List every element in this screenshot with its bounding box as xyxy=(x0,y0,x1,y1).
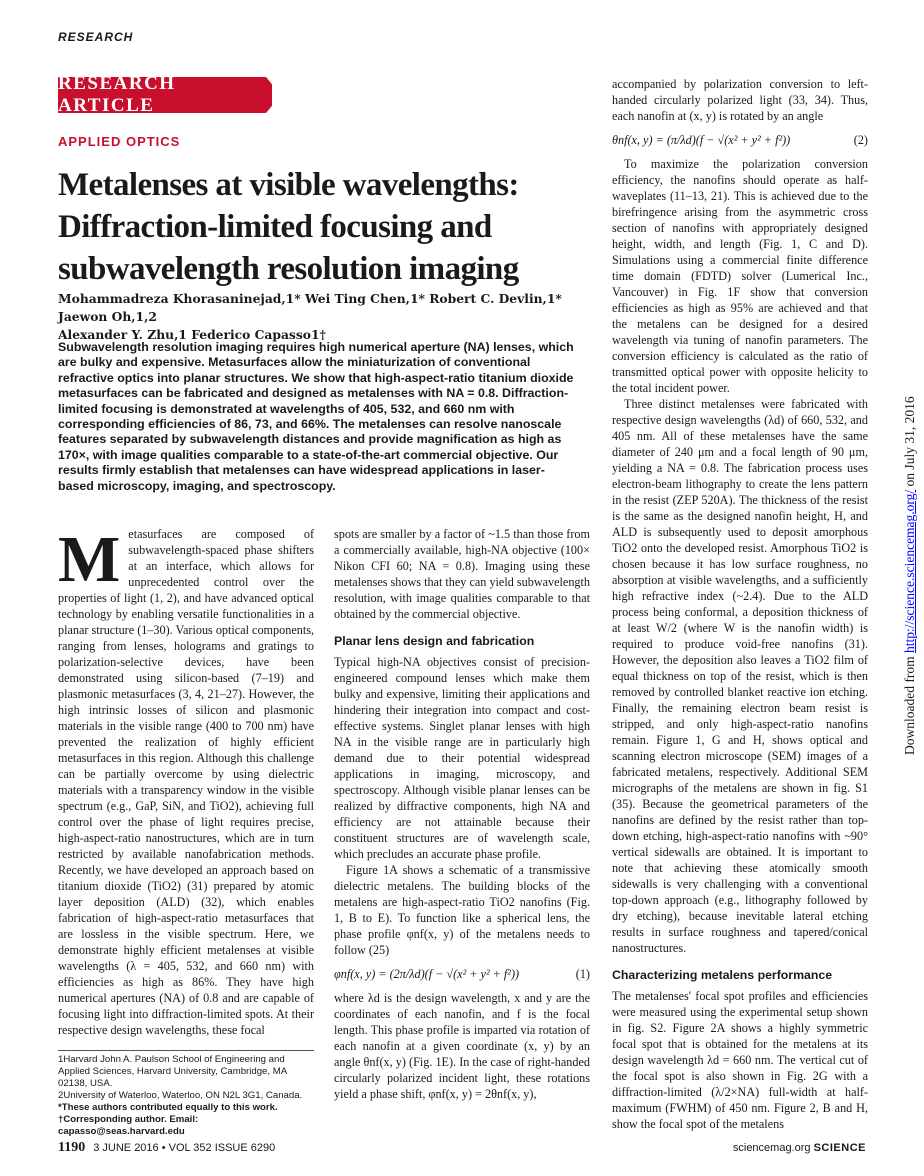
download-link[interactable]: http://science.sciencemag.org/ xyxy=(902,489,917,654)
page-footer-right xyxy=(733,1142,866,1154)
equation-1 xyxy=(334,966,590,982)
article-title: Metalenses at visible wavelengths: Diffraction-limited focusing and subwavelength resolution imaging xyxy=(58,167,519,287)
equation-2-number: (2) xyxy=(853,133,868,147)
subject-kicker: APPLIED OPTICS xyxy=(58,134,181,149)
paragraph: To maximize the polarization conversion efficiency, the nanofins should operate as half-waveplates (11–13, 21). This is achieved due to the birefringence arising from the asymmetric cross section of nanofins with appropriately designed height, width, and length (Fig. 1, C and D). Simulations using a commercial finite difference time domain (FDTD) solver (Lumerical Inc., Vancouver) in Fig. 1F show that conversion efficiencies as high as 95% are achieved and that the metalens can be designed for a desired wavelength via tuning of nanofin parameters. The conversion efficiency is calculated as the ratio of transmitted optical power with opposite helicity to the total incident power. xyxy=(612,157,868,395)
issue-info: 3 JUNE 2016 • VOL 352 ISSUE 6290 xyxy=(93,1142,276,1154)
correspondence-note: *These authors contributed equally to this work. †Corresponding author. Email: capasso@seas.harvard.edu xyxy=(58,1102,278,1137)
download-watermark xyxy=(902,355,918,755)
section-label: RESEARCH xyxy=(58,30,134,44)
equation-2-body: θnf(x, y) = (π/λd)(f − √(x² + y² + f²)) xyxy=(612,133,791,147)
paragraph: accompanied by polarization conversion to left-handed circularly polarized light (33, 34). Thus, each nanofin at (x, y) is rotated by an angle xyxy=(612,77,868,123)
paragraph: Three distinct metalenses were fabricated with respective design wavelengths (λd) of 660, 532, and 405 nm. All of these metalenses have the same diameter of 240 μm and a focal length of 90 μm, yielding a NA = 0.8. The fabrication process uses electron-beam lithography to create the lens pattern in the resist (ZEP 520A). The thickness of the resist is the same as the designed nanofin height, H, and ALD is subsequently used to deposit amorphous TiO2 onto the developed resist. Amorphous TiO2 is chosen because it has low surface roughness, no absorption at visible wavelengths, and a sufficiently high refractive index (~2.4). Due to the ALD process being conformal, a deposition thickness of at least W/2 (where W is the nanofin width) is required to produce void-free nanofins (31). However, the deposition also leaves a TiO2 film of equal thickness on top of the resist, which is then removed by controlled blanket reactive ion etching. Finally, the remaining electron beam resist is stripped, and only high-aspect-ratio nanofins remain. Figure 1, G and H, shows optical and scanning electron microscope (SEM) images of a fabricated metalens, respectively. Additional SEM micrographs of the metalens are shown in fig. S1 (35). Because the geometrical parameters of the nanofins are defined by the resist rather than top-down etching, high-aspect-ratio nanofins with ~90° vertical sidewalls are obtained. It is important to note that achieving these atomically smooth sidewalls is very challenging with a conventional top-down approach (e.g., lithography followed by dry etching), because inevitable lateral etching results in surface roughness and tapered/conical nanostructures. xyxy=(612,397,868,955)
section-heading-performance: Characterizing metalens performance xyxy=(612,968,833,982)
drop-cap: M xyxy=(58,523,121,596)
paragraph: Figure 1A shows a schematic of a transmissive dielectric metalens. The building blocks of the metalens are high-aspect-ratio TiO2 nanofins (Fig. 1, B to E). To function like a spherical lens, the phase profile φnf(x, y) of the metalens needs to follow (25) xyxy=(334,863,590,957)
authors-line-2: Alexander Y. Zhu,1 Federico Capasso1† xyxy=(58,327,326,342)
journal-name: SCIENCE xyxy=(813,1142,866,1154)
paragraph: The metalenses' focal spot profiles and efficiencies were measured using the experimental setup shown in fig. S2. Figure 2A shows a highly symmetric focal spot that is obtained for the metalens at its design wavelength λd = 660 nm. The vertical cut of the focal spot is also shown in Fig. 2G with a diffraction-limited (λ/2×NA) full-width at half-maximum (FWHM) of 450 nm. Figure 2, B and H, show the focal spot of the metalens xyxy=(612,989,868,1131)
site-name: sciencemag.org xyxy=(732,1142,811,1154)
column-2 xyxy=(334,526,590,1102)
column-1 xyxy=(58,523,314,1038)
footnotes xyxy=(58,1050,314,1138)
paragraph: where λd is the design wavelength, x and y are the coordinates of each nanofin, and f is the focal length. This phase profile is imparted via rotation of each nanofin at a given coordinate (x, y) by an angle θnf(x, y) (Fig. 1E). In the case of right-handed circularly polarized incident light, these rotations yield a phase shift, φnf(x, y) = 2θnf(x, y), xyxy=(334,991,590,1101)
affiliation-1: 1Harvard John A. Paulson School of Engineering and Applied Sciences, Harvard University, Cambridge, MA 02138, USA. xyxy=(58,1054,287,1089)
page-number: 1190 xyxy=(58,1140,86,1155)
page-footer-left xyxy=(58,1140,275,1156)
equation-1-body: φnf(x, y) = (2π/λd)(f − √(x² + y² + f²)) xyxy=(334,967,520,981)
section-heading-design: Planar lens design and fabrication xyxy=(334,634,535,648)
equation-2 xyxy=(612,132,868,148)
download-suffix: on July 31, 2016 xyxy=(902,396,917,490)
intro-paragraph: etasurfaces are composed of subwavelength-spaced phase shifters at an interface, which allows for unprecedented control over the properties of light (1, 2), and have advanced optical technology by enabling versatile functionalities in a planar structure (1–30). Various optical components, ranging from lenses, holograms and gratings to polarization-selective devices, have been demonstrated using silicon-based (7–19) and plasmonic metasurfaces (3, 4, 21–27). However, the high intrinsic losses of silicon and plasmonic materials in the visible range (400 to 700 nm) have prevented the realization of highly efficient metasurfaces in this region. Although this challenge can be partially overcome by using dielectric materials with a transparency window in the visible spectrum (e.g., GaP, SiN, and TiO2), achieving full control over the phase of light requires precise, high-aspect-ratio nanostructures, which are in turn restricted by available nanofabrication methods. Recently, we have developed an approach based on titanium dioxide (TiO2) (31) prepared by atomic layer deposition (ALD) (32), which enables fabrication of high-aspect-ratio metasurfaces that are lossless in the visible spectrum. Here, we demonstrate highly efficient metalenses at visible wavelengths (λ = 405, 532, and 660 nm) with efficiencies as high as 86%. They have high numerical apertures (NA) of 0.8 and are capable of focusing light into diffraction-limited spots. At their respective design wavelengths, these focal xyxy=(58,527,314,1037)
paragraph: Typical high-NA objectives consist of precision-engineered compound lenses which make them bulky and expensive, limiting their applications and hindering their integration into compact and cost-effective systems. Singlet planar lenses with high NA in the visible range are in particularly high demand due to their potential widespread applications in imaging, microscopy, and spectroscopy. Although visible planar lenses can be realized by diffractive components, high NA and efficiency are not attainable because their constituent structures are of wavelength scale, which precludes an accurate phase profile. xyxy=(334,655,590,861)
abstract: Subwavelength resolution imaging requires high numerical aperture (NA) lenses, which are bulky and expensive. Metasurfaces allow the miniaturization of conventional refractive optics into planar structures. We show that high-aspect-ratio titanium dioxide metasurfaces can be fabricated and designed as metalenses with NA = 0.8. Diffraction-limited focusing is demonstrated at wavelengths of 405, 532, and 660 nm with corresponding efficiencies of 86, 73, and 66%. The metalenses can resolve nanoscale features separated by subwavelength distances and provide magnification as high as 170×, with image qualities comparable to a state-of-the-art commercial objective. Our results firmly establish that metalenses can have widespread applications in laser-based microscopy, imaging, and spectroscopy. xyxy=(58,340,574,493)
author-list xyxy=(58,290,598,344)
affiliation-2: 2University of Waterloo, Waterloo, ON N2L 3G1, Canada. xyxy=(58,1090,303,1101)
equation-1-number: (1) xyxy=(575,967,590,981)
column-3 xyxy=(612,76,868,1132)
paragraph: spots are smaller by a factor of ~1.5 than those from a commercially available, high-NA objective (100× Nikon CFI 60; NA = 0.8). Imaging using these metalenses shows that they can yield subwavelength resolution, with image qualities comparable to that obtained by the commercial objective. xyxy=(334,527,590,621)
download-prefix: Downloaded from xyxy=(902,653,917,755)
article-type-banner: RESEARCH ARTICLE xyxy=(58,77,266,113)
authors-line-1: Mohammadreza Khorasaninejad,1* Wei Ting Chen,1* Robert C. Devlin,1* Jaewon Oh,1,2 xyxy=(58,291,562,324)
